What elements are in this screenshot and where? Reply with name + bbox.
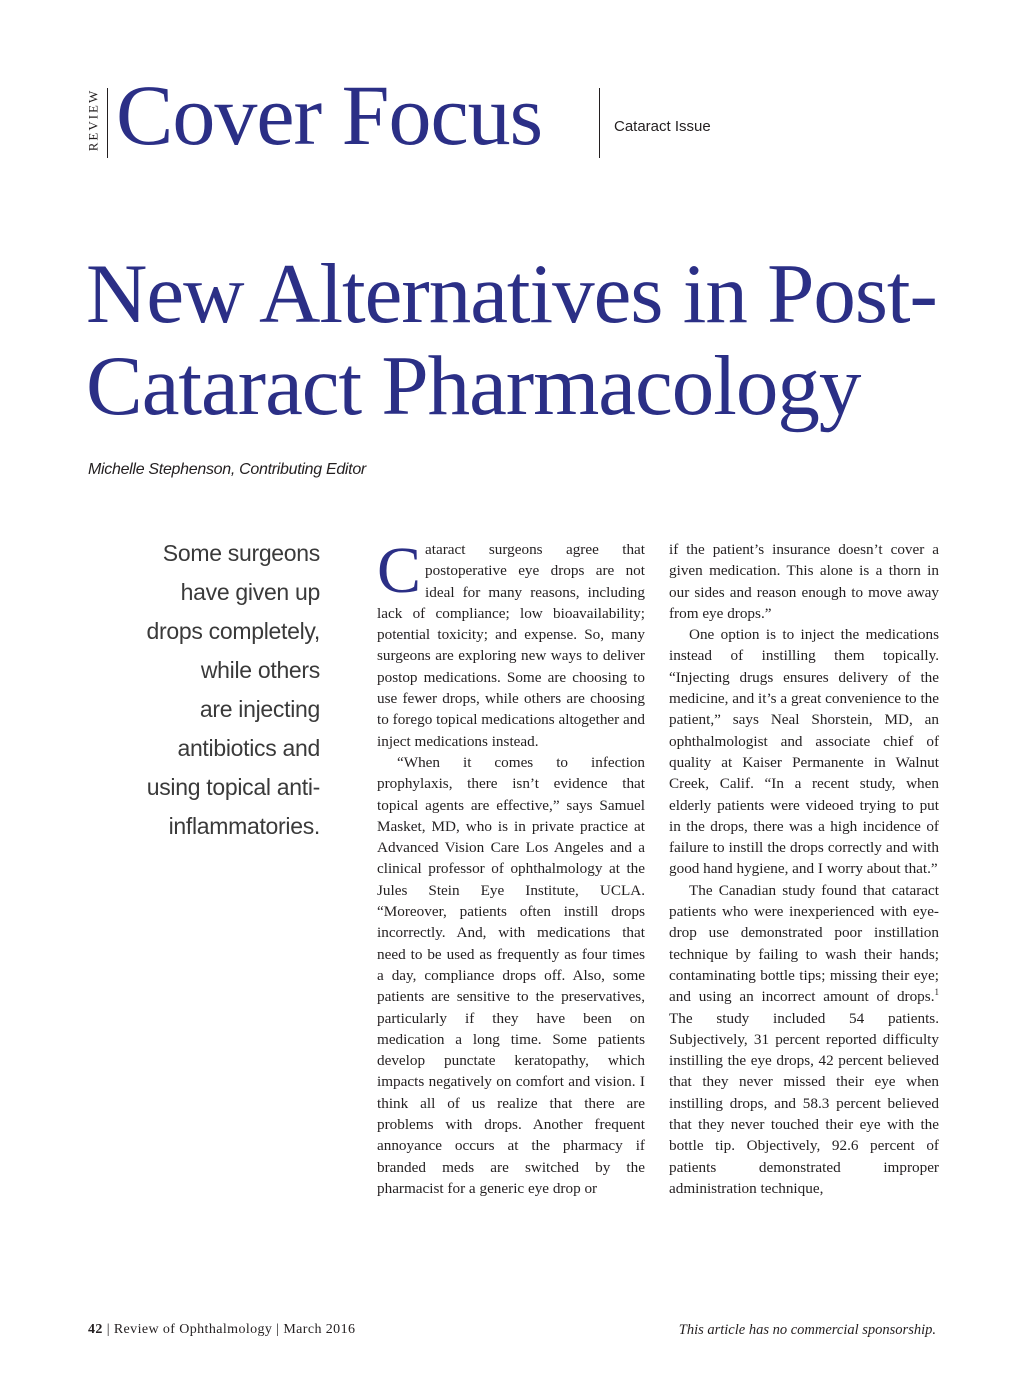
section-title: Cover Focus — [116, 67, 543, 163]
footer-folio — [88, 1322, 355, 1338]
publication-info: | Review of Ophthalmology | March 2016 — [106, 1322, 356, 1337]
paragraph-intro — [377, 534, 645, 752]
pull-quote — [100, 534, 320, 846]
pull-quote-line: antibiotics and — [177, 735, 320, 761]
pull-quote-line: inflammatories. — [168, 813, 320, 839]
headline-line-2: Cataract Pharmacology — [86, 339, 861, 433]
canadian-study-text: The Canadian study found that cataract patients who were inexperienced with eye-drop use demonstrated poor instillation technique by failing to wash their hands; contaminating bottle tips; missing their eye; and using an incorrect amount of drops. — [669, 881, 939, 1006]
paragraph-intro-text: ataract surgeons agree that postoperative eye drops are not ideal for many reasons, including lack of compliance; low bioavailability; potential toxicity; and expense. So, many surgeons are exploring new ways to deliver postop medications. Some are choosing to use fewer drops, while others are choosing to forego topical medications altogether and inject medications instead. — [377, 541, 645, 750]
article-column-2 — [669, 539, 939, 1199]
header-divider-right — [599, 88, 600, 158]
page-number: 42 — [88, 1322, 103, 1337]
article-column-1 — [377, 534, 645, 1199]
headline-line-1: New Alternatives in Post- — [86, 247, 937, 341]
pull-quote-line: Some surgeons — [162, 540, 320, 566]
pull-quote-line: drops completely, — [146, 618, 320, 644]
pull-quote-line: have given up — [180, 579, 320, 605]
paragraph-continued: if the patient’s insurance doesn’t cover a given medication. This alone is a thorn in our sides and reason enough to move away from eye drops.” — [669, 541, 939, 622]
issue-label: Cataract Issue — [614, 118, 711, 135]
paragraph-canadian-study — [669, 880, 939, 1199]
drop-cap: C — [377, 534, 422, 607]
paragraph-shorstein-quote: One option is to inject the medications instead of instilling them topically. “Injecting drugs ensures delivery of the medicine, and it’s a great convenience to the patient,” says Neal Shorstein, MD, an ophthalmologist and associate chief of quality at Kaiser Permanente in Walnut Creek, Calif. “In a recent study, when elderly patients were videoed trying to put in the drops, there was a high incidence of failure to instill the drops correctly and with good hand hygiene, and I worry about that.” — [669, 626, 939, 878]
canadian-study-text-cont: The study included 54 patients. Subjectively, 31 percent reported difficulty instilling the eye drops, 42 percent believed that they never missed their eye when instilling drops, and 58.3 percent believed that they never touched their eye with the bottle tip. Objectively, 92.6 percent of patients demonstrated improper administration technique, — [669, 1009, 939, 1197]
pull-quote-line: using topical anti- — [146, 774, 320, 800]
section-vertical-text: REVIEW — [85, 88, 101, 152]
pull-quote-line: are injecting — [199, 696, 320, 722]
article-headline — [86, 248, 986, 432]
header-divider-left — [107, 88, 108, 158]
reference-marker: 1 — [934, 987, 939, 998]
section-vertical-label — [84, 82, 102, 158]
byline: Michelle Stephenson, Contributing Editor — [88, 461, 366, 478]
pull-quote-line: while others — [200, 657, 320, 683]
paragraph-masket-quote: “When it comes to infection prophylaxis, there isn’t evidence that topical agents are effective,” says Samuel Masket, MD, who is in private practice at Advanced Vision Care Los Angeles and a clinical professor of ophthalmology at the Jules Stein Eye Institute, UCLA. “Moreover, patients often instill drops incorrectly. And, with medications that need to be used as frequently as four times a day, compliance drops off. Also, some patients are sensitive to the preservatives, particularly if they have been on medication a long time. Some patients develop punctate keratopathy, which impacts negatively on comfort and vision. I think all of us realize that there are problems with drops. Another frequent annoyance occurs at the pharmacy if branded meds are switched by the pharmacist for a generic eye drop or — [377, 753, 645, 1197]
sponsorship-disclaimer: This article has no commercial sponsorship. — [678, 1322, 936, 1338]
